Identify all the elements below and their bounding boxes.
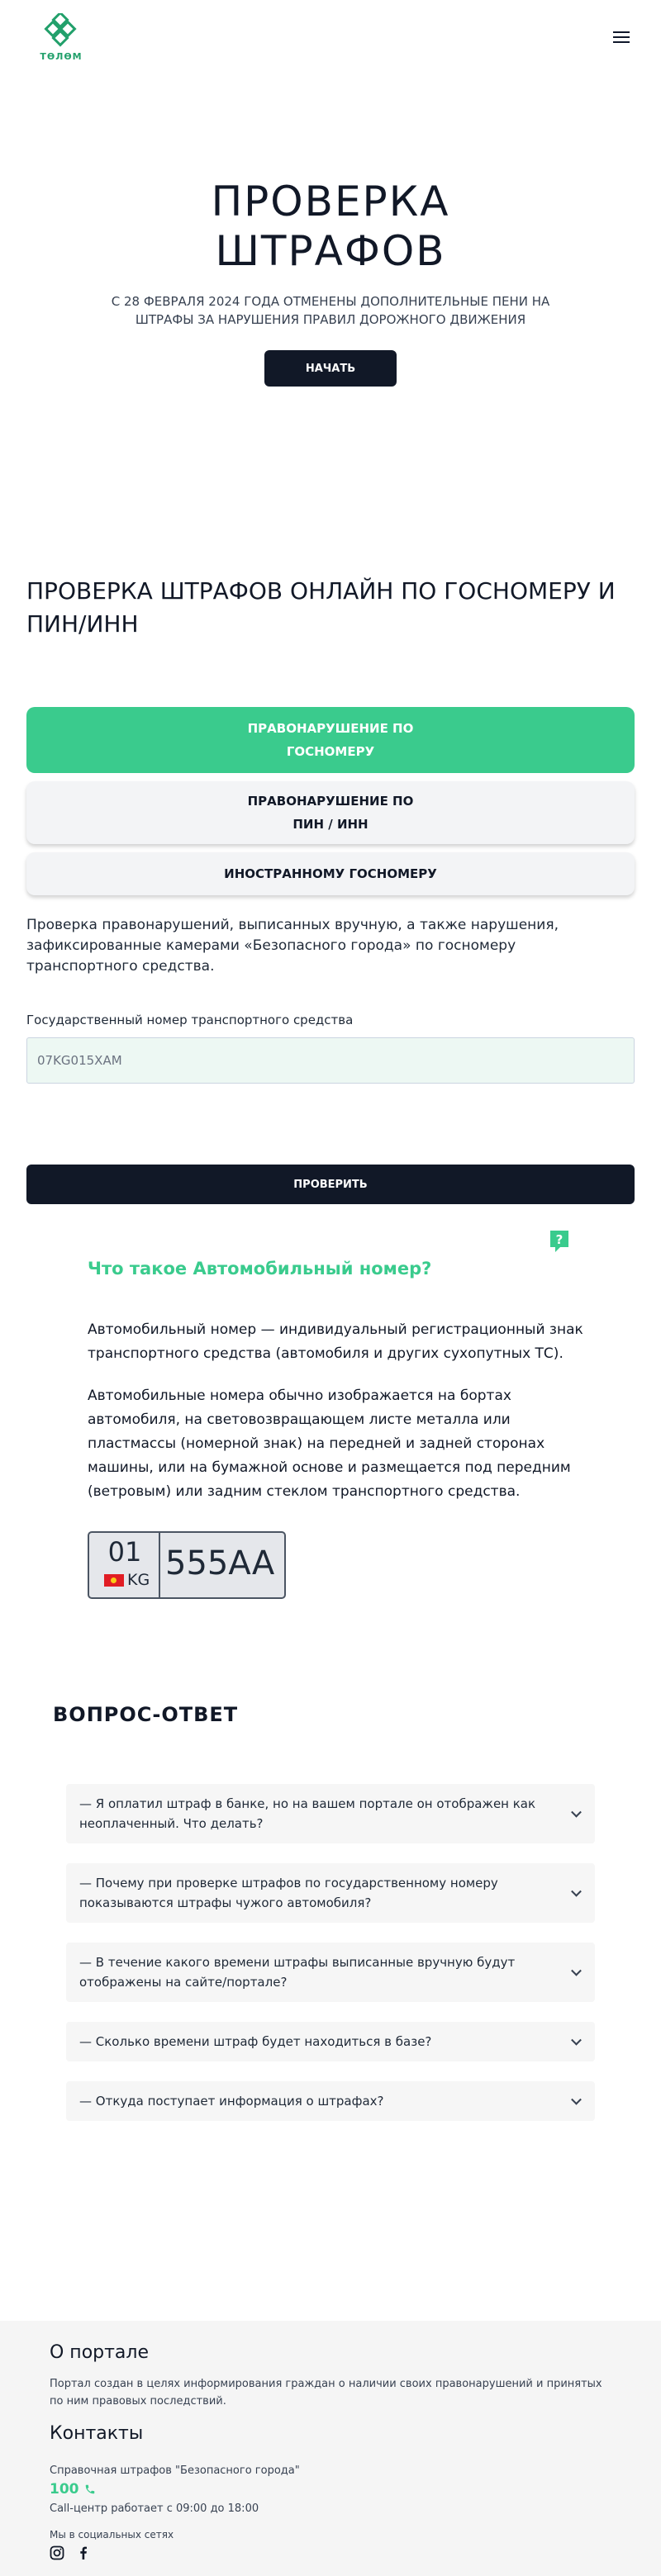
footer-about-text: Портал создан в целях информирования граждан о наличии своих правонарушений и принятых по ним правовых последствий. (50, 2378, 602, 2408)
tab-label-line1: ПРАВОНАРУШЕНИЕ ПО (247, 721, 414, 736)
question-icon (549, 1229, 570, 1254)
footer-hours: Call-центр работает с 09:00 до 18:00 (50, 2502, 259, 2515)
help-paragraph: Автомобильный номер — индивидуальный регистрационный знак транспортного средства (автомобиля и других сухопутных ТС). (88, 1321, 583, 1362)
faq-item[interactable] (66, 2022, 595, 2061)
help-paragraph: Автомобильные номера обычно изображается на бортах автомобиля, на световозвращающем листе металла или пластмассы (номерной знак) на передней и задней сторонах машины, или на бумажной основе и размещается под передним (ветровым) или задним стеклом транспортного средства. (88, 1388, 571, 1500)
tab-by-pin[interactable] (26, 781, 635, 844)
license-plate-example (88, 1531, 286, 1599)
site-footer (0, 2321, 661, 2576)
instagram-icon[interactable] (50, 2545, 64, 2560)
chevron-down-icon (571, 2035, 582, 2046)
chevron-down-icon (571, 1807, 582, 1818)
hero-title (0, 177, 661, 276)
logo[interactable] (38, 13, 84, 66)
footer-social-label: Мы в социальных сетях (50, 2529, 174, 2540)
svg-text:?: ? (555, 1232, 564, 1247)
footer-contacts-title: Контакты (50, 2423, 144, 2444)
kyrgyzstan-flag-icon (104, 1574, 124, 1587)
logo-icon (38, 13, 84, 50)
social-links (50, 2545, 91, 2560)
tab-label-line2: ГОСНОМЕРУ (286, 744, 375, 759)
menu-button[interactable] (610, 28, 633, 48)
hamburger-icon (610, 31, 633, 43)
tab-label: ИНОСТРАННОМУ ГОСНОМЕРУ (224, 866, 437, 881)
faq-item[interactable] (66, 1784, 595, 1843)
section-title: ПРОВЕРКА ШТРАФОВ ОНЛАЙН ПО ГОСНОМЕРУ И ПИН/ИНН (26, 577, 616, 638)
footer-about-title: О портале (50, 2342, 150, 2363)
faq-title: ВОПРОС-ОТВЕТ (53, 1703, 239, 1726)
chevron-down-icon (571, 1966, 582, 1976)
facebook-icon[interactable] (76, 2545, 91, 2560)
site-header (0, 0, 661, 83)
plate-region: 01 (107, 1536, 142, 1568)
phone-number: 100 (50, 2481, 79, 2498)
start-button[interactable]: НАЧАТЬ (264, 350, 397, 387)
phone-icon (84, 2483, 96, 2495)
footer-reference: Справочная штрафов "Безопасного города" (50, 2465, 300, 2477)
tab-by-plate[interactable] (26, 707, 635, 773)
faq-question: — Я оплатил штраф в банке, но на вашем портале он отображен как неоплаченный. Что делать? (79, 1796, 536, 1831)
faq-question: — Откуда поступает информация о штрафах? (79, 2094, 384, 2109)
faq-question: — Почему при проверке штрафов по государственному номеру показываются штрафы чужого автомобиля? (79, 1876, 498, 1910)
faq-item[interactable] (66, 2081, 595, 2121)
check-button[interactable]: ПРОВЕРИТЬ (26, 1165, 635, 1204)
faq-item[interactable] (66, 1943, 595, 2002)
check-description: Проверка правонарушений, выписанных вручную, а также нарушения, зафиксированные камерами «Безопасного города» по госномеру транспортного средства. (26, 917, 559, 975)
faq-item[interactable] (66, 1863, 595, 1923)
hero-title-line1: ПРОВЕРКА (211, 178, 450, 225)
faq-question: — Сколько времени штраф будет находиться в базе? (79, 2034, 432, 2049)
tab-foreign-plate[interactable] (26, 852, 635, 895)
chevron-down-icon (571, 2094, 582, 2105)
hero-title-line2: ШТРАФОВ (215, 227, 446, 275)
phone-link[interactable] (50, 2481, 96, 2498)
hero-subtitle: С 28 ФЕВРАЛЯ 2024 ГОДА ОТМЕНЕНЫ ДОПОЛНИТЕЛЬНЫЕ ПЕНИ НА ШТРАФЫ ЗА НАРУШЕНИЯ ПРАВИЛ ДОРОЖНОГО ДВИЖЕНИЯ (111, 294, 550, 327)
help-title: Что такое Автомобильный номер? (88, 1259, 432, 1279)
plate-region-block (89, 1533, 160, 1597)
tab-label-line1: ПРАВОНАРУШЕНИЕ ПО (247, 794, 414, 809)
plate-number-input[interactable] (26, 1037, 635, 1084)
tab-label-line2: ПИН / ИНН (292, 817, 369, 832)
faq-question: — В течение какого времени штрафы выписанные вручную будут отображены на сайте/портале? (79, 1955, 516, 1990)
logo-text: TӨЛӨМ (40, 51, 83, 62)
plate-field-label: Государственный номер транспортного средства (26, 1013, 354, 1027)
plate-country: KG (127, 1571, 150, 1589)
plate-number: 555AA (165, 1544, 275, 1582)
chevron-down-icon (571, 1886, 582, 1897)
